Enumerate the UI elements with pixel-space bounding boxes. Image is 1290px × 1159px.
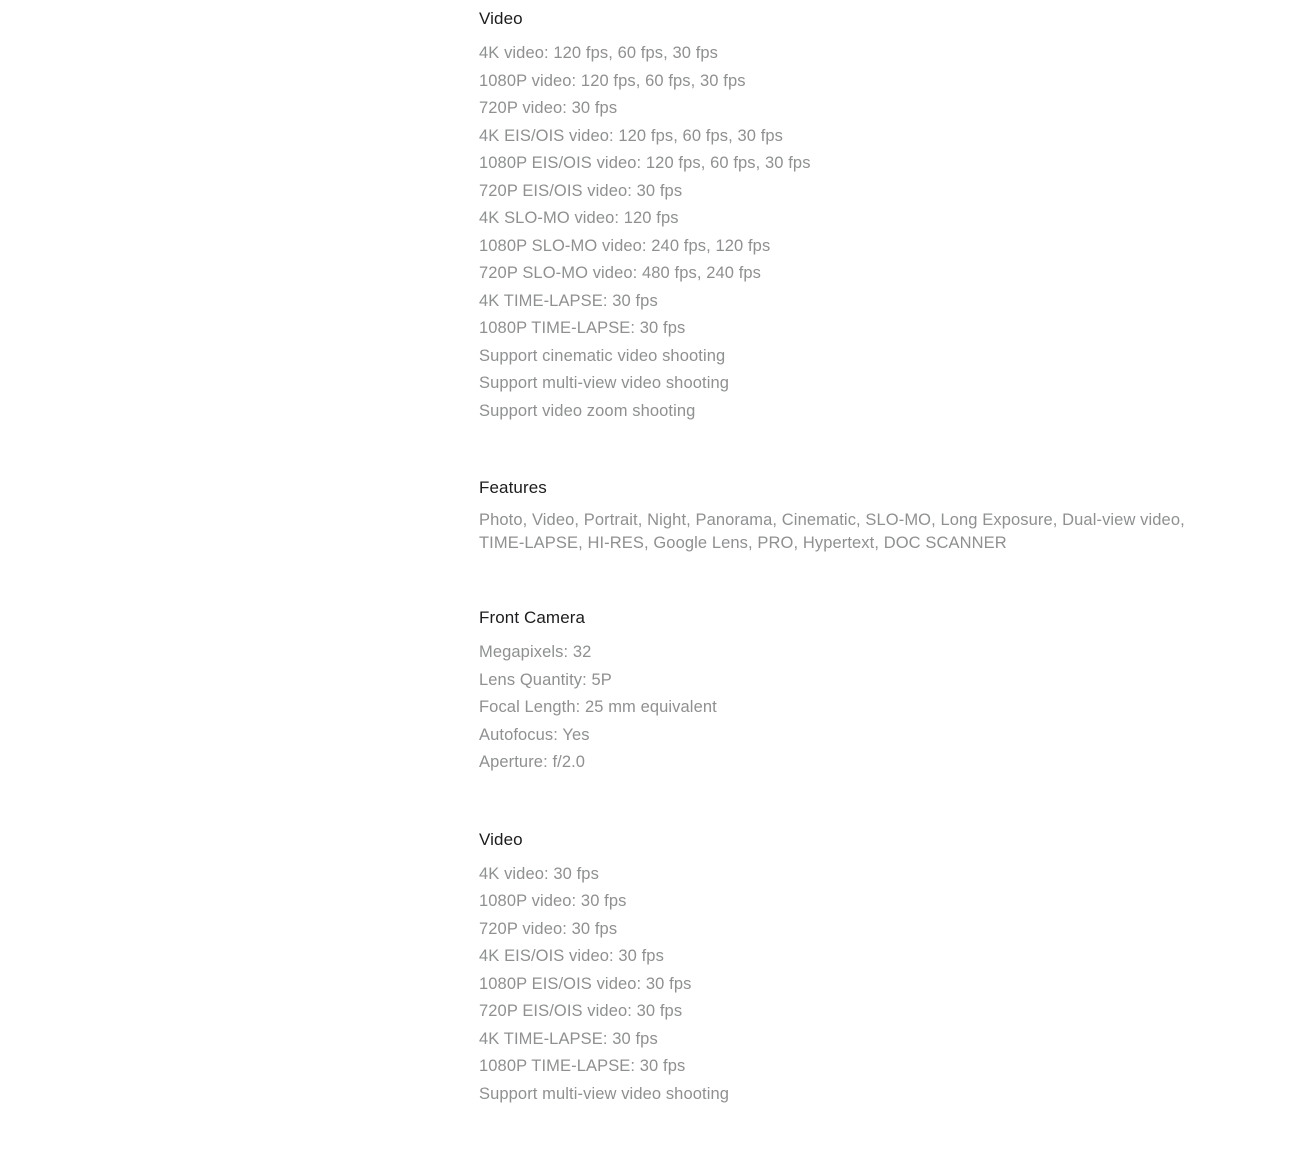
- spec-line: 720P video: 30 fps: [479, 99, 618, 117]
- spec-list-front-camera: [479, 639, 1215, 777]
- section-features: [479, 476, 1215, 555]
- spec-line: 4K video: 30 fps: [479, 864, 599, 883]
- spec-line: 1080P EIS/OIS video: 120 fps, 60 fps, 30 fps: [479, 154, 811, 172]
- spec-line: 1080P video: 30 fps: [479, 892, 627, 910]
- spec-line: Support multi-view video shooting: [479, 1084, 730, 1103]
- spec-line: Autofocus: Yes: [479, 725, 590, 744]
- spec-line: 1080P video: 120 fps, 60 fps, 30 fps: [479, 71, 746, 90]
- spec-line: 1080P EIS/OIS video: 30 fps: [479, 974, 692, 993]
- spec-line: 720P SLO-MO video: 480 fps, 240 fps: [479, 264, 762, 282]
- section-heading-video: Video: [479, 9, 523, 28]
- spec-line: 4K TIME-LAPSE: 30 fps: [479, 1029, 658, 1048]
- spec-line: 4K SLO-MO video: 120 fps: [479, 209, 679, 227]
- spec-line: Support multi-view video shooting: [479, 374, 730, 392]
- spec-line: Megapixels: 32: [479, 643, 592, 661]
- spec-line: 720P video: 30 fps: [479, 919, 618, 938]
- spec-line: 720P EIS/OIS video: 30 fps: [479, 181, 683, 200]
- spec-line: 1080P TIME-LAPSE: 30 fps: [479, 319, 686, 337]
- spec-line: 4K EIS/OIS video: 120 fps, 60 fps, 30 fps: [479, 126, 784, 145]
- spec-list-video-front: [479, 861, 1215, 1109]
- spec-line: 4K video: 120 fps, 60 fps, 30 fps: [479, 44, 719, 62]
- spec-line: Aperture: f/2.0: [479, 753, 586, 771]
- spec-line: Support video zoom shooting: [479, 401, 696, 420]
- spec-line: Focal Length: 25 mm equivalent: [479, 698, 717, 716]
- spec-list-video-rear: [479, 40, 1215, 425]
- spec-line: Lens Quantity: 5P: [479, 670, 612, 689]
- section-video-front: [479, 828, 1215, 1109]
- specs-content-column: [479, 7, 1215, 1159]
- features-paragraph: Photo, Video, Portrait, Night, Panorama, Cinematic, SLO-MO, Long Exposure, Dual-view video, TIME-LAPSE, HI-RES, Google Lens, PRO, Hypertext, DOC SCANNER: [479, 511, 1185, 552]
- spec-line: 4K TIME-LAPSE: 30 fps: [479, 291, 658, 310]
- section-heading-features: Features: [479, 478, 547, 497]
- spec-line: 4K EIS/OIS video: 30 fps: [479, 947, 664, 965]
- spec-line: Support cinematic video shooting: [479, 346, 726, 365]
- spec-line: 720P EIS/OIS video: 30 fps: [479, 1002, 683, 1020]
- section-heading-front-camera: Front Camera: [479, 608, 586, 627]
- spec-line: 1080P SLO-MO video: 240 fps, 120 fps: [479, 236, 771, 255]
- section-front-camera: [479, 606, 1215, 777]
- spec-line: 1080P TIME-LAPSE: 30 fps: [479, 1057, 686, 1075]
- section-heading-video-front: Video: [479, 829, 523, 849]
- section-video-rear: [479, 7, 1215, 425]
